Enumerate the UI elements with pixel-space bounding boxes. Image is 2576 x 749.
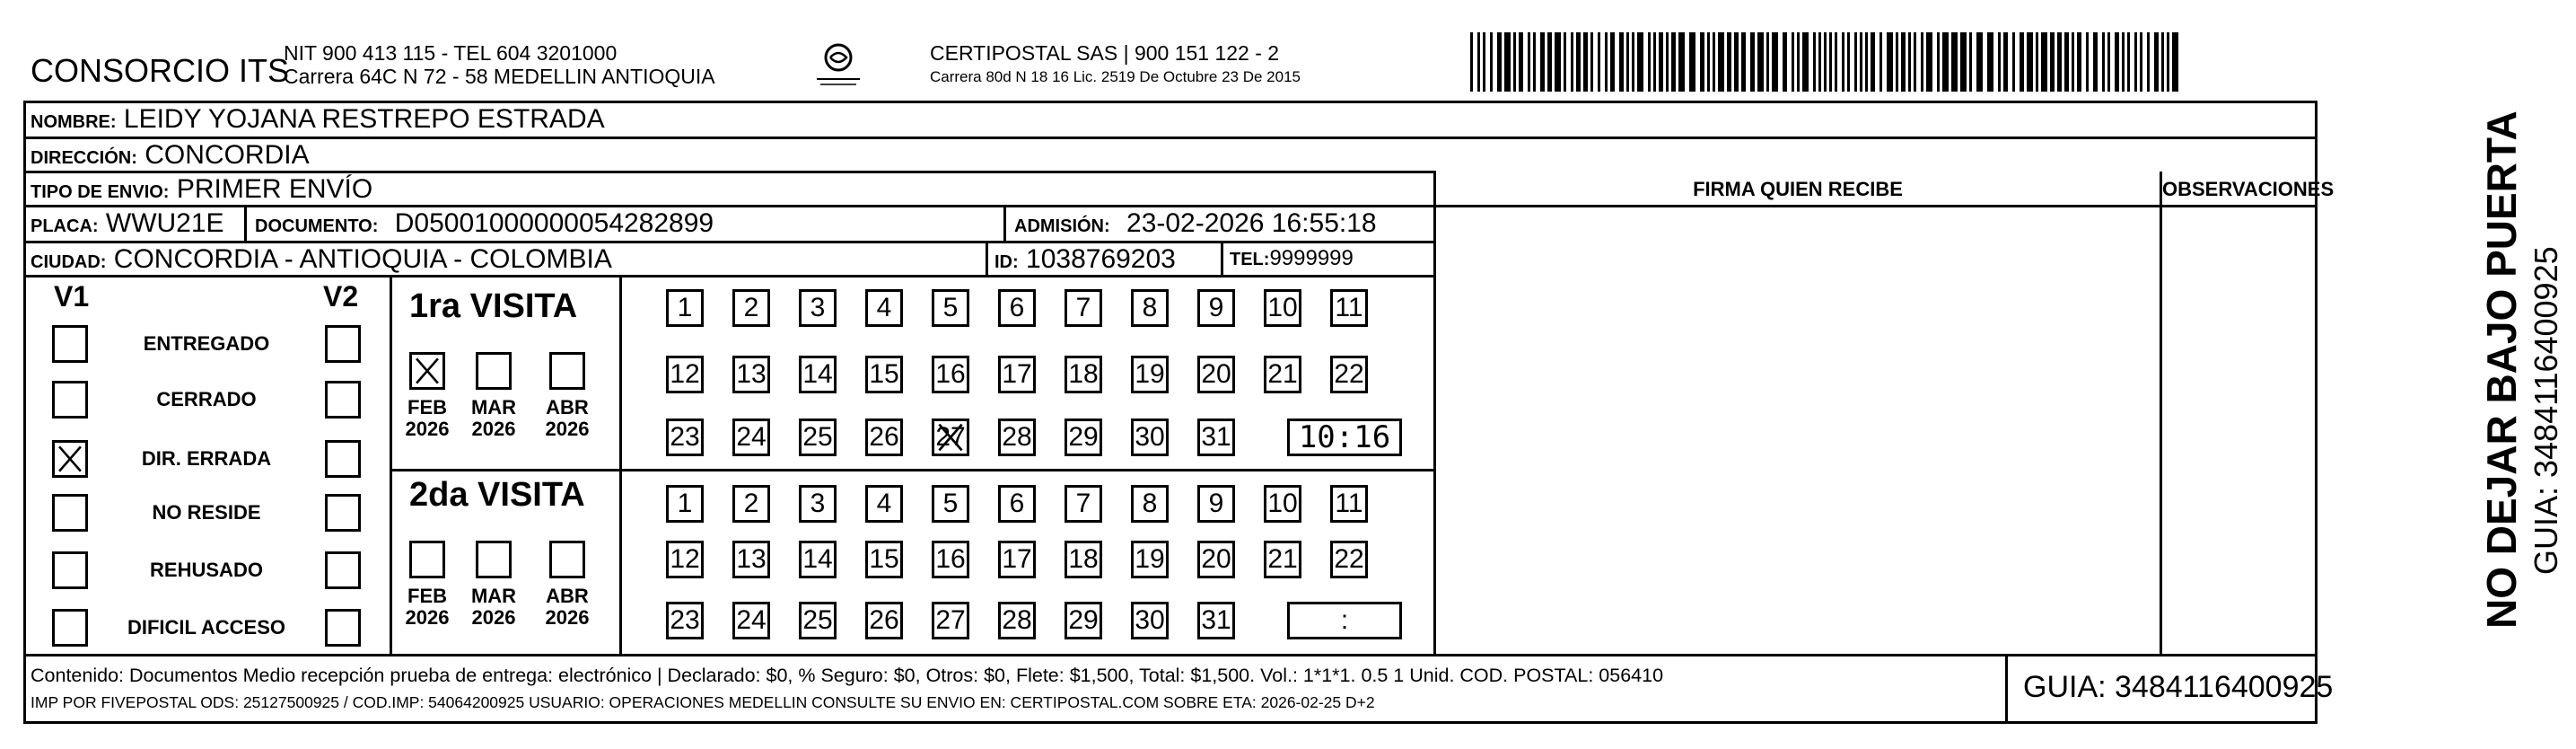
visit1-day-20[interactable]: 20 <box>1197 356 1235 393</box>
visit1-day-29[interactable]: 29 <box>1065 419 1102 456</box>
barcode-bar <box>1564 32 1566 92</box>
barcode-bar <box>2027 32 2033 92</box>
admision-value: 23-02-2026 16:55:18 <box>1126 208 1377 238</box>
visit1-day-23[interactable]: 23 <box>666 419 704 456</box>
footer-line1: Contenido: Documentos Medio recepción prueba de entrega: electrónico | Declarado: $0, % Seguro: $0, Otros: $0, Flete: $1,500, Total: $1,500. Vol.: 1*1*1. 0.5 1 Unid. COD. POSTAL: 056410 <box>31 665 1664 686</box>
certipostal-logo <box>813 40 863 90</box>
status-label-rehusado: REHUSADO <box>150 559 263 581</box>
visit2-day-1[interactable]: 1 <box>666 485 704 523</box>
barcode-bar <box>1824 32 1827 92</box>
visit1-day-4[interactable]: 4 <box>865 289 903 327</box>
barcode-bar <box>1813 32 1816 92</box>
barcode-bar <box>2127 32 2130 92</box>
barcode-bar <box>1555 32 1561 92</box>
visit1-month-checkbox-feb[interactable] <box>409 352 445 390</box>
direccion-label: DIRECCIÓN: <box>31 148 137 168</box>
visit1-title: 1ra VISITA <box>409 287 578 325</box>
barcode-bar <box>2115 32 2119 92</box>
visit2-day-20[interactable]: 20 <box>1197 541 1235 578</box>
visit2-title: 2da VISITA <box>409 476 585 514</box>
visit1-month-checkbox-abr[interactable] <box>549 352 585 390</box>
barcode-bar <box>2072 32 2074 92</box>
barcode-bar <box>2154 32 2159 92</box>
visit1-day-26[interactable]: 26 <box>865 419 903 456</box>
barcode-bar <box>1540 32 1545 92</box>
visit2-day-26[interactable]: 26 <box>865 602 903 639</box>
visit1-month-checkbox-mar[interactable] <box>476 352 512 390</box>
barcode-bar <box>2050 32 2055 92</box>
barcode-bar <box>2107 32 2110 92</box>
barcode-bar <box>1926 32 1932 92</box>
visit2-month-checkbox-mar[interactable] <box>476 541 512 578</box>
visit1-day-1[interactable]: 1 <box>666 289 704 327</box>
visit2-time-box[interactable]: : <box>1287 602 1402 639</box>
tel-row <box>1230 246 1354 271</box>
v2-checkbox-entregado[interactable] <box>325 325 361 363</box>
visit2-day-22[interactable]: 22 <box>1330 541 1368 578</box>
status-label-entregado: ENTREGADO <box>143 332 270 355</box>
tipo-value: PRIMER ENVÍO <box>176 174 373 204</box>
visit2-day-29[interactable]: 29 <box>1065 602 1102 639</box>
placa-value: WWU21E <box>105 208 224 238</box>
nombre-label: NOMBRE: <box>31 112 117 132</box>
barcode-bar <box>1610 32 1615 92</box>
visit2-day-16[interactable]: 16 <box>932 541 969 578</box>
barcode-bar <box>1718 32 1724 92</box>
barcode-bar <box>1576 32 1581 92</box>
visit1-month-label-mar: MAR 2026 <box>470 396 517 440</box>
barcode-bar <box>1772 32 1778 92</box>
barcode-bar <box>1896 32 1898 92</box>
barcode-bar <box>2020 32 2024 92</box>
barcode-bar <box>1797 32 1800 92</box>
visit1-day-21[interactable]: 21 <box>1264 356 1301 393</box>
tipo-row <box>31 174 372 205</box>
visit2-day-19[interactable]: 19 <box>1131 541 1169 578</box>
visit2-day-5[interactable]: 5 <box>932 485 969 523</box>
visit1-day-13[interactable]: 13 <box>732 356 770 393</box>
barcode-bar <box>1937 32 1940 92</box>
barcode-bar <box>1700 32 1704 92</box>
visit1-day-6[interactable]: 6 <box>998 289 1036 327</box>
barcode-bar <box>1734 32 1739 92</box>
tel-label: TEL: <box>1230 250 1270 269</box>
barcode-bar <box>1571 32 1573 92</box>
barcode-bar <box>1528 32 1530 92</box>
barcode-bar <box>1741 32 1746 92</box>
v2-checkbox-dificil-acceso[interactable] <box>325 609 361 647</box>
side-text <box>2477 110 2576 629</box>
barcode-bar <box>1666 32 1669 92</box>
barcode-bar <box>2093 32 2098 92</box>
barcode-bar <box>1727 32 1731 92</box>
barcode-bar <box>1908 32 1911 92</box>
barcode-bar <box>2161 32 2164 92</box>
ciudad-label: CIUDAD: <box>31 252 107 272</box>
visit2-day-30[interactable]: 30 <box>1131 602 1169 639</box>
barcode-bar <box>1969 32 1972 92</box>
barcode-bar <box>1757 32 1764 92</box>
visit2-day-11[interactable]: 11 <box>1330 485 1368 523</box>
visit1-day-17[interactable]: 17 <box>998 356 1036 393</box>
barcode-bar <box>1871 32 1875 92</box>
barcode-bar <box>1653 32 1656 92</box>
visit1-day-24[interactable]: 24 <box>732 419 770 456</box>
barcode-bar <box>1590 32 1593 92</box>
visit1-day-18[interactable]: 18 <box>1065 356 1102 393</box>
placa-label: PLACA: <box>31 216 99 236</box>
visit2-day-3[interactable]: 3 <box>799 485 837 523</box>
id-value: 1038769203 <box>1026 244 1176 274</box>
visit2-month-checkbox-abr[interactable] <box>549 541 585 578</box>
barcode-bar <box>1802 32 1809 92</box>
barcode-bar <box>1626 32 1629 92</box>
visit1-day-5[interactable]: 5 <box>932 289 969 327</box>
barcode-bar <box>1879 32 1882 92</box>
barcode-bar <box>1842 32 1844 92</box>
barcode-bar <box>2064 32 2069 92</box>
barcode-bar <box>1583 32 1588 92</box>
barcode-bar <box>1598 32 1600 92</box>
barcode-bar <box>1632 32 1634 92</box>
visit2-day-15[interactable]: 15 <box>865 541 903 578</box>
barcode-bar <box>1792 32 1794 92</box>
direccion-value: CONCORDIA <box>145 140 310 170</box>
barcode-bar <box>2167 32 2169 92</box>
admision-label: ADMISIÓN: <box>1014 216 1110 236</box>
barcode-bar <box>1921 32 1923 92</box>
barcode-bar <box>1483 32 1485 92</box>
visit2-day-23[interactable]: 23 <box>666 602 704 639</box>
barcode-bar <box>1818 32 1821 92</box>
ciudad-value: CONCORDIA - ANTIOQUIA - COLOMBIA <box>113 244 612 274</box>
barcode-bar <box>1987 32 1993 92</box>
barcode-bar <box>1854 32 1857 92</box>
visit2-day-13[interactable]: 13 <box>732 541 770 578</box>
barcode-bar <box>1914 32 1916 92</box>
ciudad-row <box>31 244 612 275</box>
v2-label: V2 <box>323 280 359 313</box>
visit1-day-19[interactable]: 19 <box>1131 356 1169 393</box>
barcode-bar <box>2140 32 2142 92</box>
barcode-bar <box>1648 32 1651 92</box>
v2-checkbox-no-reside[interactable] <box>325 494 361 532</box>
status-label-dificil-acceso: DIFICIL ACCESO <box>127 616 285 639</box>
barcode-bar <box>1470 32 1473 92</box>
v2-checkbox-rehusado[interactable] <box>325 551 361 589</box>
visit1-day-12[interactable]: 12 <box>666 356 704 393</box>
visit1-month-label-abr: ABR 2026 <box>545 396 590 440</box>
barcode-bar <box>2057 32 2062 92</box>
observaciones-header: OBSERVACIONES <box>2162 178 2335 200</box>
footer-guia: GUIA: 3484116400925 <box>2023 670 2334 704</box>
footer-line2: IMP POR FIVEPOSTAL ODS: 25127500925 / COD.IMP: 54064200925 USUARIO: OPERACIONES MEDELLIN CONSULTE SU ENVIO EN: CERTIPOSTAL.COM SOBRE ETA: 2026-02-25 D+2 <box>31 693 1375 711</box>
visit1-day-7[interactable]: 7 <box>1065 289 1102 327</box>
barcode <box>1470 32 2183 92</box>
documento-row <box>255 208 714 239</box>
barcode-bar <box>2172 32 2178 92</box>
v1-checkbox-rehusado[interactable] <box>52 551 88 589</box>
v1-checkbox-dir-errada[interactable] <box>52 440 88 478</box>
barcode-bar <box>1605 32 1608 92</box>
visit1-day-3[interactable]: 3 <box>799 289 837 327</box>
id-label: ID: <box>994 252 1019 272</box>
barcode-bar <box>1547 32 1552 92</box>
barcode-bar <box>2086 32 2089 92</box>
v1-checkbox-no-reside[interactable] <box>52 494 88 532</box>
barcode-bar <box>2003 32 2008 92</box>
documento-value: D05001000000054282899 <box>394 208 714 238</box>
barcode-bar <box>1490 32 1493 92</box>
v1-label: V1 <box>54 280 90 313</box>
barcode-bar <box>1637 32 1643 92</box>
barcode-bar <box>1619 32 1624 92</box>
visit1-day-31[interactable]: 31 <box>1197 419 1235 456</box>
barcode-bar <box>1942 32 1949 92</box>
status-label-dir-errada: DIR. ERRADA <box>141 447 272 470</box>
barcode-bar <box>1976 32 1983 92</box>
v1-checkbox-cerrado[interactable] <box>52 381 88 419</box>
v1-checkbox-entregado[interactable] <box>52 325 88 363</box>
barcode-bar <box>2077 32 2081 92</box>
barcode-bar <box>1497 32 1502 92</box>
documento-label: DOCUMENTO: <box>255 216 379 236</box>
barcode-bar <box>1750 32 1755 92</box>
barcode-bar <box>1860 32 1862 92</box>
v2-checkbox-dir-errada[interactable] <box>325 440 361 478</box>
visit1-day-28[interactable]: 28 <box>998 419 1036 456</box>
status-label-cerrado: CERRADO <box>156 388 257 410</box>
barcode-bar <box>1901 32 1906 92</box>
visit2-day-28[interactable]: 28 <box>998 602 1036 639</box>
visit2-month-label-abr: ABR 2026 <box>545 585 590 629</box>
visit2-day-27[interactable]: 27 <box>932 602 969 639</box>
nit-line: NIT 900 413 115 - TEL 604 3201000 <box>284 41 618 65</box>
barcode-bar <box>1847 32 1850 92</box>
barcode-bar <box>1783 32 1787 92</box>
nombre-value: LEIDY YOJANA RESTREPO ESTRADA <box>123 104 605 134</box>
visit2-day-7[interactable]: 7 <box>1065 485 1102 523</box>
barcode-bar <box>1713 32 1715 92</box>
status-label-no-reside: NO RESIDE <box>152 501 261 524</box>
visit2-day-4[interactable]: 4 <box>865 485 903 523</box>
visit2-day-14[interactable]: 14 <box>799 541 837 578</box>
barcode-bar <box>1689 32 1695 92</box>
visit1-day-2[interactable]: 2 <box>732 289 770 327</box>
direccion-row <box>31 140 310 171</box>
barcode-bar <box>2041 32 2047 92</box>
side-warning: NO DEJAR BAJO PUERTA <box>2478 110 2525 629</box>
visit2-day-6[interactable]: 6 <box>998 485 1036 523</box>
tel-value: 9999999 <box>1269 246 1354 270</box>
barcode-bar <box>2036 32 2038 92</box>
visit1-day-16[interactable]: 16 <box>932 356 969 393</box>
visit1-day-15[interactable]: 15 <box>865 356 903 393</box>
visit2-day-17[interactable]: 17 <box>998 541 1036 578</box>
firma-header: FIRMA QUIEN RECIBE <box>1693 178 1903 200</box>
visit2-day-12[interactable]: 12 <box>666 541 704 578</box>
visit1-day-9[interactable]: 9 <box>1197 289 1235 327</box>
barcode-bar <box>1671 32 1676 92</box>
v2-checkbox-cerrado[interactable] <box>325 381 361 419</box>
visit1-day-8[interactable]: 8 <box>1131 289 1169 327</box>
address-line: Carrera 64C N 72 - 58 MEDELLIN ANTIOQUIA <box>284 65 715 88</box>
barcode-bar <box>1829 32 1832 92</box>
barcode-bar <box>2122 32 2125 92</box>
visit2-day-18[interactable]: 18 <box>1065 541 1102 578</box>
placa-row <box>31 208 224 239</box>
visit1-day-14[interactable]: 14 <box>799 356 837 393</box>
barcode-bar <box>1519 32 1523 92</box>
barcode-bar <box>2147 32 2150 92</box>
visit2-day-10[interactable]: 10 <box>1264 485 1301 523</box>
company-name: CONSORCIO ITS <box>31 52 290 89</box>
barcode-bar <box>2012 32 2015 92</box>
barcode-bar <box>1533 32 1536 92</box>
barcode-bar <box>1960 32 1967 92</box>
visit2-day-31[interactable]: 31 <box>1197 602 1235 639</box>
barcode-bar <box>1504 32 1511 92</box>
visit1-day-25[interactable]: 25 <box>799 419 837 456</box>
visit2-month-checkbox-feb[interactable] <box>409 541 445 578</box>
barcode-bar <box>1835 32 1837 92</box>
admision-row <box>1014 208 1377 239</box>
barcode-bar <box>1678 32 1685 92</box>
certipostal-address: Carrera 80d N 18 16 Lic. 2519 De Octubre 23 De 2015 <box>930 68 1301 85</box>
certipostal-line: CERTIPOSTAL SAS | 900 151 122 - 2 <box>930 41 1280 65</box>
visit1-day-10[interactable]: 10 <box>1264 289 1301 327</box>
visit1-day-30[interactable]: 30 <box>1131 419 1169 456</box>
visit2-day-25[interactable]: 25 <box>799 602 837 639</box>
visit1-month-label-feb: FEB 2026 <box>405 396 450 440</box>
barcode-bar <box>1707 32 1710 92</box>
nombre-row <box>31 104 605 135</box>
barcode-bar <box>1477 32 1480 92</box>
v1-checkbox-dificil-acceso[interactable] <box>52 609 88 647</box>
visit1-time-box[interactable]: 10:16 <box>1287 419 1402 456</box>
barcode-bar <box>2134 32 2137 92</box>
visit2-day-21[interactable]: 21 <box>1264 541 1301 578</box>
barcode-bar <box>1998 32 2001 92</box>
visit2-day-24[interactable]: 24 <box>732 602 770 639</box>
visit1-day-22[interactable]: 22 <box>1330 356 1368 393</box>
barcode-bar <box>1766 32 1769 92</box>
barcode-bar <box>1887 32 1893 92</box>
barcode-bar <box>1513 32 1516 92</box>
visit1-day-27[interactable]: 27 <box>932 419 969 456</box>
visit1-day-11[interactable]: 11 <box>1330 289 1368 327</box>
id-row <box>994 244 1176 275</box>
visit2-month-label-mar: MAR 2026 <box>470 585 517 629</box>
visit2-day-9[interactable]: 9 <box>1197 485 1235 523</box>
barcode-bar <box>1951 32 1958 92</box>
visit2-day-8[interactable]: 8 <box>1131 485 1169 523</box>
barcode-bar <box>1865 32 1868 92</box>
visit2-month-label-feb: FEB 2026 <box>405 585 450 629</box>
tipo-label: TIPO DE ENVIO: <box>31 182 170 202</box>
visit2-day-2[interactable]: 2 <box>732 485 770 523</box>
barcode-bar <box>1659 32 1663 92</box>
barcode-bar <box>2102 32 2105 92</box>
side-guia: GUIA: 3484116400925 <box>2528 246 2564 575</box>
